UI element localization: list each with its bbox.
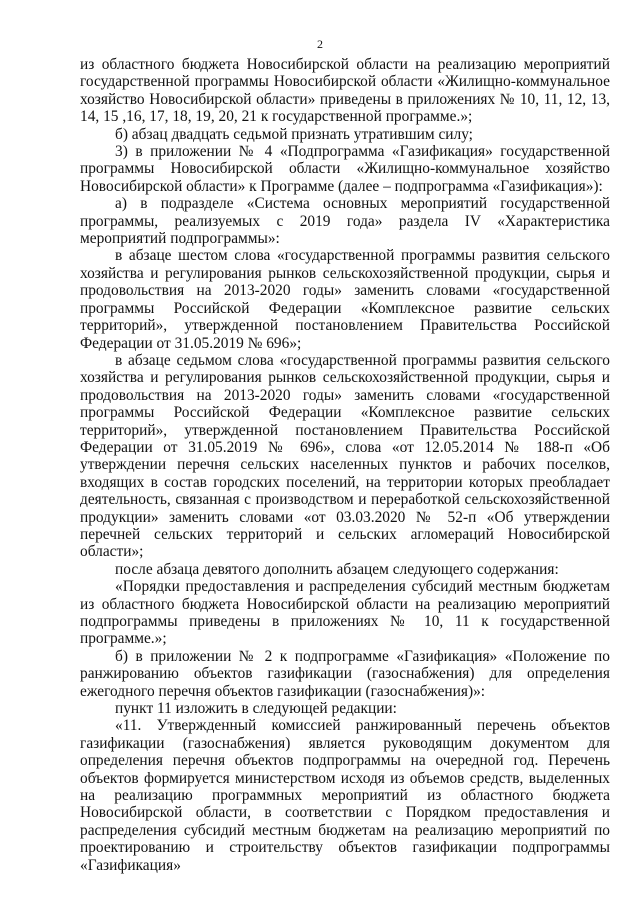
paragraph: «11. Утвержденный комиссией ранжированный перечень объектов газификации (газоснабжения) является руководящим документом для определения перечня объектов подпрограммы на очередной год. Перечень объектов формируется министерством исходя из объемов средств, выделенных на реализацию программных мероприятий из областного бюджета Новосибирской области, в соответствии с Порядком предоставления и распределения субсидий местным бюджетам на реализацию мероприятий по проектированию и строительству объектов газификации подпрограммы «Газификация» (80, 717, 610, 874)
paragraph: в абзаце шестом слова «государственной программы развития сельского хозяйства и регулирования рынков сельскохозяйственной продукции, сырья и продовольствия на 2013-2020 годы» заменить словами «государственной программы Российской Федерации «Комплексное развитие сельских территорий», утвержденной постановлением Правительства Российской Федерации от 31.05.2019 № 696»; (80, 247, 610, 352)
paragraph: после абзаца девятого дополнить абзацем следующего содержания: (115, 560, 559, 578)
paragraph: а) в подразделе «Система основных мероприятий государственной программы, реализуемых с 2019 года» раздела IV «Характеристика мероприятий подпрограммы»: (80, 195, 610, 248)
paragraph: 3) в приложении № 4 «Подпрограмма «Газификация» государственной программы Новосибирской области «Жилищно-коммунальное хозяйство Новосибирской области» к Программе (далее – подпрограмма «Газификация»): (80, 143, 610, 195)
paragraph: из областного бюджета Новосибирской области на реализацию мероприятий государственной программы Новосибирской области «Жилищно-коммунальное хозяйство Новосибирской области» приведены в приложениях № 10, 11, 12, 13, 14, 15 ,16, 17, 18, 19, 20, 21 к государственной программе.»; (80, 56, 610, 126)
paragraph: б) в приложении № 2 к подпрограмме «Газификация» «Положение по ранжированию объектов газификации (газоснабжения) для определения ежегодного перечня объектов газификации (газоснабжения)»: (80, 647, 610, 700)
page-number: 2 (317, 37, 323, 51)
document-body (80, 56, 610, 874)
paragraph: б) абзац двадцать седьмой признать утратившим силу; (115, 125, 473, 143)
paragraph: пункт 11 изложить в следующей редакции: (115, 700, 397, 718)
paragraph: «Порядки предоставления и распределения субсидий местным бюджетам из областного бюджета Новосибирской области на реализацию мероприятий подпрограммы приведены в приложениях № 10, 11 к государственной программе.»; (80, 578, 610, 648)
paragraph: в абзаце седьмом слова «государственной программы развития сельского хозяйства и регулирования рынков сельскохозяйственной продукции, сырья и продовольствия на 2013-2020 годы» заменить словами «государственной программы Российской Федерации «Комплексное развитие сельских территорий», утвержденной постановлением Правительства Российской Федерации от 31.05.2019 № 696», слова «от 12.05.2014 № 188-п «Об утверждении перечня сельских населенных пунктов и рабочих поселков, входящих в состав городских поселений, на территории которых преобладает деятельность, связанная с производством и переработкой сельскохозяйственной продукции» заменить словами «от 03.03.2020 № 52-п «Об утверждении перечней сельских территорий и сельских агломераций Новосибирской области»; (80, 351, 610, 561)
